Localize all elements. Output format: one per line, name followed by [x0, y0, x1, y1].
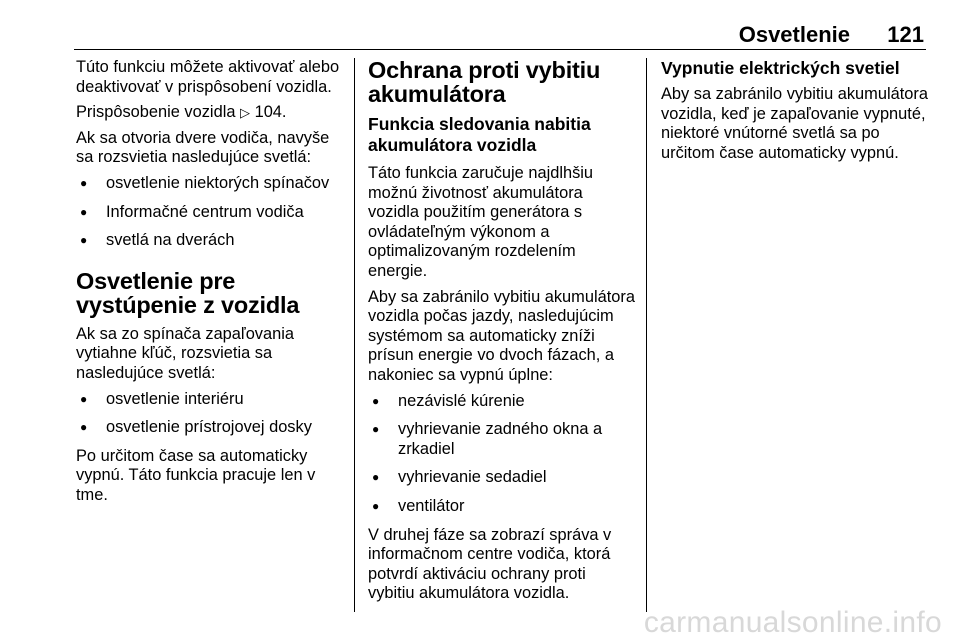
bullet-list-door-lights: [76, 174, 344, 251]
subheading-electric-lights-off: Vypnutie elektrických svetiel: [661, 58, 900, 78]
list-item: ● svetlá na dverách: [76, 231, 344, 251]
list-item: ● vyhrievanie sedadiel: [368, 468, 636, 488]
column-left: [76, 58, 344, 512]
list-item: ● osvetlenie prístrojovej dosky: [76, 418, 344, 438]
column-divider-1: [354, 58, 355, 612]
paragraph-ignition-key: Ak sa zo spínača zapaľovania vytiahne kľúč, rozsvietia sa nasledujúce svetlá:: [76, 324, 294, 382]
column-middle: [368, 58, 636, 610]
list-item: ● Informačné centrum vodiča: [76, 203, 344, 223]
paragraph-auto-off: Po určitom čase sa automaticky vypnú. Táto funkcia pracuje len v tme.: [76, 446, 316, 504]
list-item: ● osvetlenie interiéru: [76, 390, 344, 410]
list-item: ● nezávislé kúrenie: [368, 392, 636, 412]
paragraph-battery-function: Táto funkcia zaručuje najdlhšiu možnú životnosť akumulátora vozidla použitím generátora s ovládateľným výkonom a optimalizovaným rozdelením energie.: [368, 164, 594, 280]
bullet-list-exit-lights: [76, 390, 344, 438]
cross-reference-text: Prispôsobenie vozidla: [76, 103, 236, 122]
page-reference-arrow-icon: ▷: [240, 105, 251, 121]
intro-paragraph: Túto funkciu môžete aktivovať alebo deaktivovať v prispôsobení vozidla.: [76, 58, 340, 96]
column-divider-2: [646, 58, 647, 612]
column-right: [661, 58, 929, 169]
paragraph-second-phase: V druhej fáze sa zobrazí správa v informačnom centre vodiča, ktorá potvrdí aktiváciu ochrany proti vybitiu akumulátora vozidla.: [368, 525, 612, 603]
page-title: Osvetlenie: [738, 22, 850, 47]
list-item: ● osvetlenie niektorých spínačov: [76, 174, 344, 194]
subheading-battery-monitoring: Funkcia sledovania nabitia akumulátora vozidla: [368, 114, 591, 155]
cross-reference-page[interactable]: 104.: [254, 103, 287, 122]
list-item: ● ventilátor: [368, 497, 636, 517]
paragraph-load-reduction: Aby sa zabránilo vybitiu akumulátora vozidla počas jazdy, nasledujúcim systémom sa automaticky zníži prísun energie vo dvoch fázach, a nakoniec sa vypnú úplne:: [368, 287, 635, 384]
page-number: 121: [887, 22, 924, 47]
header-divider: [74, 49, 926, 50]
paragraph-lights-auto-off: Aby sa zabránilo vybitiu akumulátora vozidla, keď je zapaľovanie vypnuté, niektoré vnútorné svetlá sa po určitom čase automaticky vypnú.: [661, 85, 928, 162]
list-item: ● vyhrievanie zadného okna a zrkadiel: [368, 420, 636, 459]
cross-reference: [76, 103, 344, 123]
paragraph-driver-door: Ak sa otvoria dvere vodiča, navyše sa rozsvietia nasledujúce svetlá:: [76, 128, 330, 167]
watermark: carmanualsonline.info: [643, 606, 942, 639]
section-heading-exit-lighting: Osvetlenie pre vystúpenie z vozidla: [76, 267, 300, 318]
bullet-list-systems: [368, 392, 636, 517]
section-heading-battery-protection: Ochrana proti vybitiu akumulátora: [368, 57, 601, 107]
